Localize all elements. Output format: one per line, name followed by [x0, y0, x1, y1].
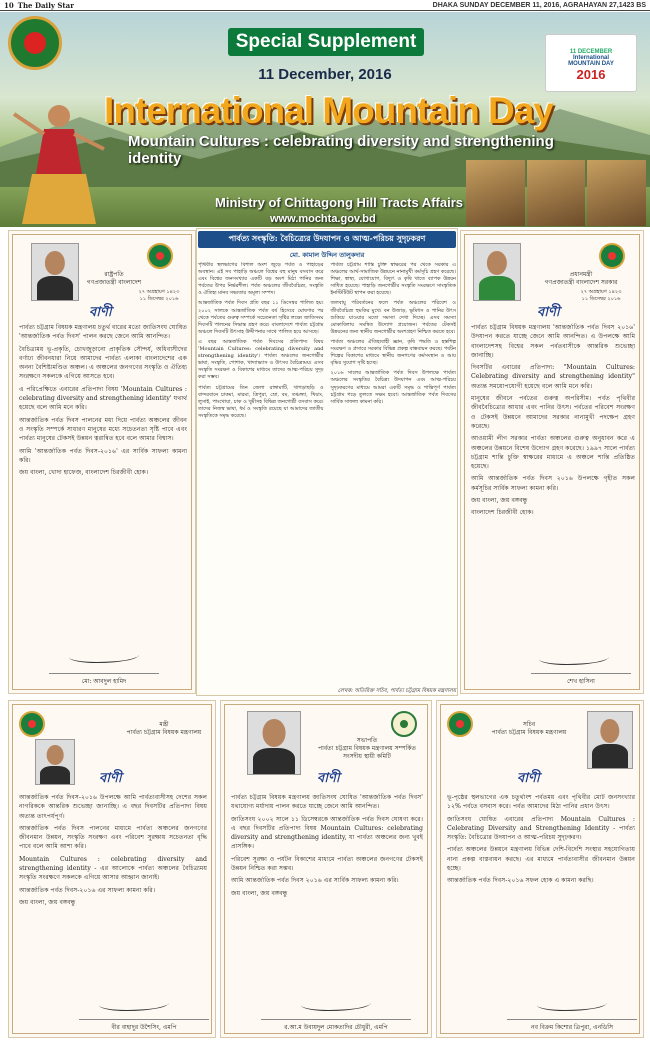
role-subtitle: গণপ্রজাতন্ত্রী বাংলাদেশ [86, 278, 142, 286]
message-body: পার্বত্য চট্টগ্রাম বিষয়ক মন্ত্রণালয় জাতিসংঘ ঘোষিত 'আন্তর্জাতিক পর্বত দিবস' যথাযোগ্য মর্যাদায় পালন করতে যাচ্ছে জেনে আমি আনন্দিত। জাতিসংঘ ২০০২ সালে ১১ ডিসেম্বরকে আন্তর্জাতিক পর্বত দিবস ঘোষণা করে। এ বছর দিবসটির প্রতিপাদ্য বিষয় Mountain Cultures: celebrating diversity and strengthening identity, যা পার্বত্য অঞ্চলের জন্য খুবই প্রাসঙ্গিক। পরিবেশ সুরক্ষা ও পর্যটন বিকাশের মাধ্যমে পার্বত্য অঞ্চলের জনগণের টেকসই উন্নয়ন নিশ্চিত করা সম্ভব। আমি আন্তর্জাতিক পর্বত দিবস ২০১৬ এর সার্বিক সাফল্য কামনা করি। জয় বাংলা, জয় বঙ্গবন্ধু [231, 794, 423, 897]
signer-name: বীর বাহাদুর উশৈসিং, এমপি [79, 1019, 209, 1033]
bani-heading: বাণী [89, 305, 112, 320]
parliament-emblem-icon [391, 711, 417, 737]
photo-strip [466, 160, 646, 226]
secretary-message [436, 700, 644, 1038]
article-title: পার্বত্য সংস্কৃতি: বৈচিত্র্যের উদযাপন ও আত্ম-পরিচয় সুদৃঢ়করণ [198, 231, 456, 248]
ministry-name: Ministry of Chittagong Hill Tracts Affairs [215, 195, 463, 210]
ministry-website[interactable]: www.mochta.gov.bd [270, 213, 376, 225]
page-header [0, 0, 650, 11]
role-subtitle: পার্বত্য চট্টগ্রাম বিষয়ক মন্ত্রণালয় [126, 728, 202, 736]
president-message [8, 230, 196, 694]
minister-message [8, 700, 216, 1038]
newspaper-name: The Daily Star [17, 0, 74, 10]
pm-portrait [473, 243, 521, 301]
supplement-banner [0, 12, 650, 227]
role-title: সভাপতি [356, 737, 378, 744]
chairman-portrait [247, 711, 301, 775]
article-footer: লেখক: অতিরিক্ত সচিব, পার্বত্য চট্টগ্রাম বিষয়ক মন্ত্রণালয় [337, 688, 456, 694]
message-body: ভূ-পৃষ্ঠের স্থলভাগের এক চতুর্থাংশ পর্বতময় এবং পৃথিবীর মোট জনসংখ্যার ১২% পর্বতে বসবাস করে। পর্বত আমাদের মিঠা পানির প্রধান উৎস। জাতিসংঘ ঘোষিত এবারের প্রতিপাদ্য Mountain Cultures : Celebrating Diversity and Strengthening Identity - পার্বত্য সংস্কৃতি: বৈচিত্র্যের উদযাপন ও আত্ম-পরিচয় সুদৃঢ়করণ। পার্বত্য অঞ্চলের উন্নয়নে মন্ত্রণালয় বিভিন্ন দেশি-বিদেশি সংস্থার সহযোগিতায় নানা প্রকল্প বাস্তবায়ন করছে। এর মাধ্যমে পার্বত্যবাসীর জীবনমান উন্নয়ন হচ্ছে। আন্তর্জাতিক পর্বত দিবস-২০১৬ সফল হোক এ কামনা করছি। [447, 794, 635, 885]
role-subtitle: পার্বত্য চট্টগ্রাম বিষয়ক মন্ত্রণালয় সম্পর্কিত সংসদীয় স্থায়ী কমিটি [318, 744, 416, 760]
mountain-day-logo: 11 DECEMBER International MOUNTAIN DAY 2016 [545, 34, 637, 92]
signer-name: মো: আবদুল হামিদ [49, 673, 159, 687]
dancer-illustration [4, 94, 114, 226]
chairman-message [220, 700, 432, 1038]
article-body: পৃথিবীর স্থলভাগের বিশাল অংশ জুড়ে পর্বত ও পাহাড়ের অবস্থান। এই সব পাহাড়ি অঞ্চলে বিশ্বের বহু মানুষ বসবাস করে এবং বিশ্বের জনসংখ্যার একটি বড় অংশ মিঠা পানির জন্য পর্বতের উপর নির্ভরশীল। পর্বত অঞ্চলের জীববৈচিত্র্য, সংস্কৃতি ও ঐতিহ্য মানব সভ্যতার অমূল্য সম্পদ। আন্তর্জাতিক পর্বত দিবস প্রতি বছর ১১ ডিসেম্বর পালিত হয়। ২০০২ সালকে আন্তর্জাতিক পর্বত বর্ষ হিসেবে ঘোষণার পর থেকে পর্বতের গুরুত্ব সম্পর্কে সচেতনতা সৃষ্টির লক্ষ্যে জাতিসংঘ দিবসটি পালনের সিদ্ধান্ত গ্রহণ করে। বাংলাদেশে পার্বত্য চট্টগ্রাম অঞ্চলে দিবসটি উৎসাহ উদ্দীপনার সাথে পালিত হয়ে আসছে। এ বছর আন্তর্জাতিক পর্বত দিবসের প্রতিপাদ্য বিষয় 'Mountain Cultures: celebrating diversity and strengthening identity'। পার্বত্য অঞ্চলের জনগোষ্ঠীর ভাষা, সংস্কৃতি, পোশাক, খাদ্যাভ্যাস ও উৎসব বৈচিত্র্যময়। এসব সংস্কৃতি সংরক্ষণ ও বিকাশের মাধ্যমে তাদের আত্ম-পরিচয় সুদৃঢ় করা সম্ভব। পার্বত্য চট্টগ্রামের তিন জেলা রাঙ্গামাটি, খাগড়াছড়ি ও বান্দরবানে চাকমা, মারমা, ত্রিপুরা, ম্রো, বম, তঞ্চঙ্গ্যা, খিয়াং, লুসাই, পাংখোয়া, চাক ও খুমীসহ বিভিন্ন জনগোষ্ঠী বসবাস করে। তাদের নিজস্ব ভাষা, ধর্ম ও সংস্কৃতি রয়েছে যা আমাদের জাতীয় সংস্কৃতিকে সমৃদ্ধ করেছে। পার্বত্য চট্টগ্রাম শান্তি চুক্তি স্বাক্ষরের পর থেকে সরকার এ অঞ্চলের আর্থ-সামাজিক উন্নয়নে নানামুখী কর্মসূচি গ্রহণ করেছে। শিক্ষা, স্বাস্থ্য, যোগাযোগ, বিদ্যুৎ ও কৃষি খাতে ব্যাপক উন্নয়ন সাধিত হয়েছে। পাহাড়ি জনগোষ্ঠীর সংস্কৃতি সংরক্ষণে সাংস্কৃতিক ইনস্টিটিউট স্থাপন করা হয়েছে। জলবায়ু পরিবর্তনের ফলে পর্বত অঞ্চলের পরিবেশ ও জীববৈচিত্র্য হুমকির মুখে। বন উজাড়, ভূমিধস ও পানির উৎস শুকিয়ে যাওয়ার মতো সমস্যা দেখা দিচ্ছে। এসব সমস্যা মোকাবিলায় সমন্বিত উদ্যোগ প্রয়োজন। পর্বতের টেকসই উন্নয়নের জন্য স্থানীয় জনগোষ্ঠীর অংশগ্রহণ নিশ্চিত করতে হবে। পার্বত্য অঞ্চলের ঐতিহ্যবাহী জ্ঞান, কৃষি পদ্ধতি ও হস্তশিল্প সংরক্ষণ ও প্রসারে সরকার বিভিন্ন প্রকল্প বাস্তবায়ন করছে। পর্যটন শিল্পের বিকাশের মাধ্যমে স্থানীয় জনগণের কর্মসংস্থান ও আয় বৃদ্ধির সুযোগ সৃষ্টি হচ্ছে। ২০১৬ সালের আন্তর্জাতিক পর্বত দিবস উপলক্ষে পার্বত্য অঞ্চলের সংস্কৃতির বৈচিত্র্য উদযাপন এবং আত্ম-পরিচয় সুদৃঢ়করণের মাধ্যমে আমরা একটি সমৃদ্ধ ও শান্তিপূর্ণ পার্বত্য চট্টগ্রাম গড়ে তুলতে সক্ষম হবো। আন্তর্জাতিক পর্বত দিবসের সার্বিক সাফল্য কামনা করি। [198, 262, 456, 419]
pm-message [460, 230, 644, 694]
article-author: মো. কামাল উদ্দিন তালুকদার [289, 251, 365, 259]
bani-heading: বাণী [537, 305, 560, 320]
signer-name: নব বিক্রম কিশোর ত্রিপুরা, এনডিসি [507, 1019, 637, 1033]
signer-name: শেখ হাসিনা [531, 673, 631, 687]
minister-portrait [35, 739, 75, 785]
message-body: পার্বত্য চট্টগ্রাম বিষয়ক মন্ত্রণালয় চতুর্থ বারের মতো জাতিসংঘ ঘোষিত 'আন্তর্জাতিক পর্বত দিবস' পালন করছে জেনে আমি আনন্দিত। বৈচিত্র্যময় ভূ-প্রকৃতি, চোখজুড়ানো প্রাকৃতিক সৌন্দর্য, অধিবাসীদের বর্ণাঢ্য জীবনধারা নিয়ে আমাদের পার্বত্য এলাকা বাংলাদেশের এক অনন্য বৈশিষ্ট্যমণ্ডিত অঞ্চল। এ অঞ্চলের জনগণের সংস্কৃতি ও ঐতিহ্য সংরক্ষণে সকলকে এগিয়ে আসতে হবে। এ পরিপ্রেক্ষিতে এবারের প্রতিপাদ্য বিষয় 'Mountain Cultures : celebrating diversity and strengthening identity' যথার্থ হয়েছে বলে আমি মনে করি। আন্তর্জাতিক পর্বত দিবস পালনের মধ্য দিয়ে পার্বত্য অঞ্চলের জীবন ও সংস্কৃতি সম্পর্কে সাধারণ মানুষের মধ্যে সচেতনতা সৃষ্টি পাবে এবং পার্বত্য মানুষের টেকসই উন্নয়ন ত্বরান্বিত হবে বলে আমার বিশ্বাস। আমি 'আন্তর্জাতিক পর্বত দিবস-২০১৬' এর সার্বিক সাফল্য কামনা করি। জয় বাংলা, খোদা হাফেজ, বাংলাদেশ চিরজীবী হোক। [19, 324, 187, 477]
govt-emblem-icon [599, 243, 625, 269]
signer-name: র.আ.ম উবায়দুল মোকতাদির চৌধুরী, এমপি [261, 1019, 411, 1033]
secretary-portrait [587, 711, 633, 769]
bangladesh-emblem [8, 16, 62, 70]
main-title: International Mountain Day [104, 90, 553, 131]
president-portrait [31, 243, 79, 301]
role-title: প্রধানমন্ত্রী [569, 271, 593, 278]
page-number: 10 [4, 0, 14, 10]
bani-heading: বাণী [517, 771, 540, 786]
role-title: সচিব [522, 721, 536, 728]
govt-emblem-icon [147, 243, 173, 269]
role-title: রাষ্ট্রপতি [104, 271, 124, 278]
theme-subtitle: Mountain Cultures : celebrating diversity and strengthening identity [128, 133, 554, 167]
message-dates: ২৭ অগ্রহায়ণ ১৪২৩ ১১ ডিসেম্বর ২০১৬ [580, 289, 622, 302]
govt-emblem-icon [447, 711, 473, 737]
special-supplement-label: Special Supplement [228, 28, 424, 56]
message-body: আন্তর্জাতিক পর্বত দিবস-২০১৬ উপলক্ষে আমি পার্বত্যবাসীসহ দেশের সকল নাগরিককে আন্তরিক শুভেচ্ছা জানাচ্ছি। এ বছর দিবসটির প্রতিপাদ্য বিষয় অত্যন্ত তাৎপর্যপূর্ণ। আন্তর্জাতিক পর্বত দিবস পালনের মাধ্যমে পার্বত্য অঞ্চলের জনগণের জীবনমান উন্নয়ন, সংস্কৃতি সংরক্ষণ এবং পরিবেশ সুরক্ষায় সচেতনতা বৃদ্ধি পাবে বলে আমি আশা করি। Mountain Cultures : celebrating diversity and strengthening identity - এর আলোকে পার্বত্য অঞ্চলের বৈচিত্র্যময় সংস্কৃতি সংরক্ষণে সকলকে এগিয়ে আসার আহ্বান জানাই। আন্তর্জাতিক পর্বত দিবস-২০১৬ এর সাফল্য কামনা করি। জয় বাংলা, জয় বঙ্গবন্ধু [19, 794, 207, 906]
supplement-date: 11 December, 2016 [258, 66, 392, 83]
role-subtitle: পার্বত্য চট্টগ্রাম বিষয়ক মন্ত্রণালয় [491, 728, 567, 736]
bani-heading: বাণী [317, 771, 340, 786]
dateline: DHAKA SUNDAY DECEMBER 11, 2016, AGRAHAYAN 27,1423 BS [432, 1, 646, 9]
role-title: মন্ত্রী [159, 721, 169, 728]
message-dates: ২৭ অগ্রহায়ণ ১৪২৩ ১১ ডিসেম্বর ২০১৬ [138, 289, 180, 302]
govt-emblem-icon [19, 711, 45, 737]
role-subtitle: গণপ্রজাতন্ত্রী বাংলাদেশ সরকার [544, 278, 618, 286]
message-body: পার্বত্য চট্টগ্রাম বিষয়ক মন্ত্রণালয় 'আন্তর্জাতিক পর্বত দিবস ২০১৬' উদযাপন করতে যাচ্ছে জেনে আমি আনন্দিত। এ উপলক্ষে আমি বাংলাদেশসহ বিশ্বের সকল পর্বতবাসীকে আন্তরিক শুভেচ্ছা জানাচ্ছি। দিবসটির এবারের প্রতিপাদ্য: "Mountain Cultures: Celebrating diversity and strengthening identity" অত্যন্ত সময়োপযোগী হয়েছে বলে আমি মনে করি। মানুষের জীবনে পর্বতের গুরুত্ব অপরিসীম। পর্বত পৃথিবীর জীববৈচিত্র্যের আধার এবং পানির উৎস। পর্বতের পরিবেশ সংরক্ষণ ও টেকসই উন্নয়নে আমাদের সরকার নানামুখী পদক্ষেপ গ্রহণ করেছে। আওয়ামী লীগ সরকার পার্বত্য অঞ্চলের গুরুত্ব অনুধাবন করে এ অঞ্চলের উন্নয়নে বিশেষ উদ্যোগ গ্রহণ করেছে। ১৯৯৭ সালে পার্বত্য চট্টগ্রাম শান্তি চুক্তি স্বাক্ষরের মাধ্যমে এ অঞ্চলে শান্তি প্রতিষ্ঠিত হয়েছে। আমি আন্তর্জাতিক পর্বত দিবস ২০১৬ উপলক্ষে গৃহীত সকল কর্মসূচির সার্বিক সাফল্য কামনা করি। জয় বাংলা, জয় বঙ্গবন্ধু বাংলাদেশ চিরজীবী হোক। [471, 324, 635, 517]
bani-heading: বাণী [99, 771, 122, 786]
